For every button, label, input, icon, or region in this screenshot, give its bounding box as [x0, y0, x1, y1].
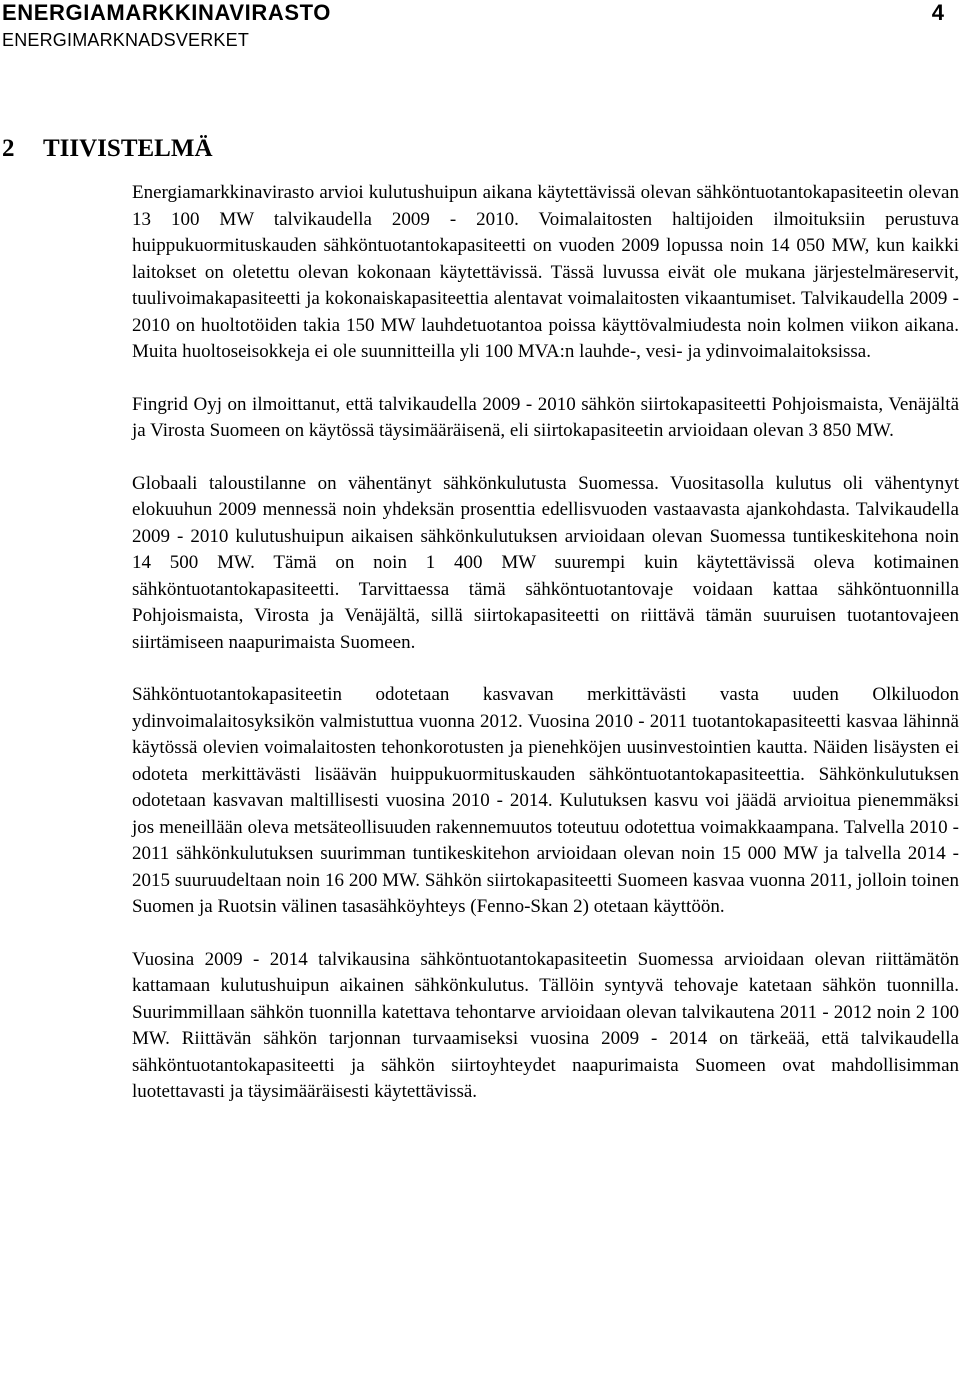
paragraph-outlook: Sähköntuotantokapasiteetin odotetaan kasvavan merkittävästi vasta uuden Olkiluodon ydinvoimalaitosyksikön valmistuttua vuonna 2012. Vuosina 2010 - 2011 tuotantokapasiteetti kasvaa lähinnä käytössä olevien voimalaitosten tehonkorotusten ja pienehköjen uusinvestointien kautta. Näiden lisäysten ei odoteta merkittävästi lisäävän huippukuormituskauden sähköntuotantokapasiteettia. Sähkönkulutuksen odotetaan kasvavan maltillisesti vuosina 2010 - 2014. Kulutuksen kasvu voi jäädä arvioitua pienemmäksi jos meneillään oleva metsäteollisuuden rakennemuutos toteutuu odotettua voimakkaampana. Talvella 2010 - 2011 sähkönkulutuksen suurimman tuntikeskitehon arvioidaan olevan noin 15 000 MW ja talvella 2014 - 2015 suuruudeltaan noin 16 200 MW. Sähkön siirtokapasiteetti Suomeen kasvaa vuonna 2011, jolloin toinen Suomen ja Ruotsin välinen tasasähköyhteys (Fenno-Skan 2) otetaan käyttöön.: [132, 684, 959, 917]
section-number: 2: [2, 135, 15, 162]
paragraph-consumption: Globaali taloustilanne on vähentänyt sähkönkulutusta Suomessa. Vuositasolla kulutus oli vähentynyt elokuuhun 2009 mennessä noin yhdeksän prosenttia edellisvuoden vastaavasta ajankohdasta. Talvikaudella 2009 - 2010 kulutushuipun aikaisen sähkönkulutuksen arvioidaan olevan Suomessa tuntikeskitehona noin 14 500 MW. Tämä on noin 1 400 MW suurempi kuin käytettävissä oleva kotimainen sähköntuotantokapasiteetti. Tarvittaessa tämä sähköntuotantovaje voidaan kattaa sähköntuonnilla Pohjoismaista, Virosta ja Venäjältä, sillä siirtokapasiteetti on riittävä tämän suuruisen tuotantovajeen siirtämiseen naapurimaista Suomeen.: [132, 472, 959, 653]
summary-body: [132, 180, 959, 1132]
section-heading: [2, 134, 213, 164]
header-org-swedish: ENERGIMARKNADSVERKET: [2, 30, 250, 50]
section-title: TIIVISTELMÄ: [43, 135, 213, 162]
paragraph-transmission: Fingrid Oyj on ilmoittanut, että talvikaudella 2009 - 2010 sähkön siirtokapasiteetti Pohjoismaista, Venäjältä ja Virosta Suomeen on käytössä täysimääräisenä, eli siirtokapasiteetin arvioidaan olevan 3 850 MW.: [132, 393, 959, 441]
header-org-finnish: ENERGIAMARKKINAVIRASTO: [2, 0, 331, 25]
page-number: 4: [931, 0, 944, 25]
paragraph-conclusion: Vuosina 2009 - 2014 talvikausina sähköntuotantokapasiteetin Suomessa arvioidaan olevan riittämätön kattamaan kulutushuipun aikainen sähkönkulutus. Tällöin syntyvä tehovaje katetaan sähkön tuonnilla. Suurimmillaan sähkön tuonnilla katettava tehontarve arvioidaan olevan talvikautena 2011 - 2012 noin 2 100 MW. Riittävän sähkön tarjonnan turvaamiseksi vuosina 2009 - 2014 on tärkeää, että talvikaudella sähköntuotantokapasiteetti ja sähkön siirtoyhteydet naapurimaista Suomeen ovat mahdollisimman luotettavasti ja täysimääräisesti käytettävissä.: [132, 948, 959, 1102]
paragraph-capacity: Energiamarkkinavirasto arvioi kulutushuipun aikana käytettävissä olevan sähköntuotantokapasiteetin olevan 13 100 MW talvikaudella 2009 - 2010. Voimalaitosten haltijoiden ilmoituksiin perustuva huippukuormituskauden sähköntuotantokapasiteetti on vuoden 2009 lopussa noin 14 050 MW, kun kaikki laitokset on oletettu olevan kokonaan käytettävissä. Tässä luvussa eivät ole mukana järjestelmäreservit, tuulivoimakapasiteetti ja kokonaiskapasiteettia alentavat voimalaitosten vikaantumiset. Talvikaudella 2009 - 2010 on huoltotöiden takia 150 MW lauhdetuotantoa poissa käyttövalmiudesta noin kolmen viikon aikana. Muita huoltoseisokkeja ei ole suunnitteilla yli 100 MVA:n lauhde-, vesi- ja ydinvoimalaitoksissa.: [132, 182, 959, 362]
